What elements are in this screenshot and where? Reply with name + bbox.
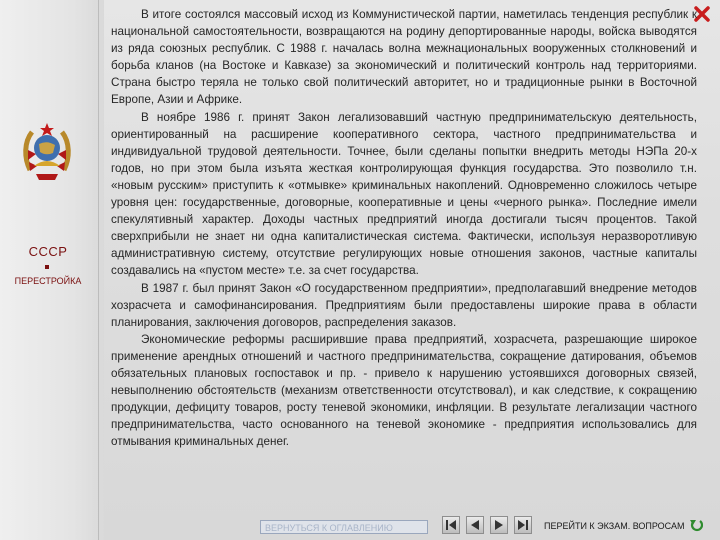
- next-page-button[interactable]: [490, 516, 508, 534]
- goto-exam-questions-link[interactable]: ПЕРЕЙТИ К ЭКЗАМ. ВОПРОСАМ: [544, 521, 685, 531]
- first-page-icon: [443, 517, 459, 533]
- article-text: [111, 6, 697, 450]
- sidebar-title: СССР: [28, 244, 68, 259]
- sidebar-bullet: [45, 265, 49, 269]
- ussr-emblem-icon: [22, 120, 72, 182]
- sidebar-subtitle: ПЕРЕСТРОЙКА: [14, 276, 82, 286]
- sidebar-divider: [98, 0, 99, 540]
- article-paragraph: В 1987 г. был принят Закон «О государственном предприятии», предполагавший внедрение методов хозрасчета и самофинансирования. Предприятиям были предоставлены широкие права в области планирования, заключения договоров, распределения заказов.: [111, 281, 697, 329]
- article-paragraph: В итоге состоялся массовый исход из Коммунистической партии, наметилась тенденция республик к национальной самостоятельности, возвращаются на родину депортированные народы, войска выводятся из ряда союзных республик. С 1988 г. началась волна межнациональных вооруженных столкновений и борьба кланов (на Востоке и Кавказе) за экономический и политический контроль над территориями. Страна быстро теряла не только свой политический авторитет, но и традиционные рынки в Восточной Европе, Азии и Африке.: [111, 8, 697, 107]
- next-page-icon: [491, 517, 507, 533]
- article-paragraph: В ноябре 1986 г. принят Закон легализовавший частную предпринимательскую деятельность, ориентированный на расширение кооперативного сектора, частного предпринимательства и индивидуальной трудовой деятельности. Точнее, были сделаны попытки внедрить методы НЭПа 20-х годов, но при этом была изъята жесткая контролирующая функция государства. Это позволило т.н. «новым русским» приступить к «отмывке» криминальных накоплений. Одновременно сложилось четыре уровня цен: государственные, договорные, кооперативные и цены «черного рынка». Последние имели спекулятивный характер. Доходы частных предприятий иногда достигали тысяч процентов. Такой сверхприбыли не знает ни одна капиталистическая система. Фактически, используя неразворотливую административную систему, отсутствие регулирующих новые отношения законов, частные капиталы создавались на «пустом месте» т.е. за счет государства.: [111, 110, 697, 278]
- last-page-button[interactable]: [514, 516, 532, 534]
- return-arrow-icon[interactable]: [689, 518, 703, 532]
- previous-page-icon: [467, 517, 483, 533]
- previous-page-button[interactable]: [466, 516, 484, 534]
- left-sidebar: [0, 0, 104, 540]
- article-paragraph: Экономические реформы расширившие права предприятий, хозрасчета, разрешающие широкое применение арендных отношений и частного предпринимательства, сокращение датирования, объемов обязательных плановых госпоставок и пр. - привело к нарушению устоявшихся договорных связей, невыполнению обстоятельств (механизм ответственности отсутствовал), и как следствие, к сокращению продукции, дефициту товаров, росту теневой экономики, инфляции. В результате легализации частного предпринимательства, часто основанного на теневой экономике - предприятия использовались для отмывания криминальных денег.: [111, 332, 697, 449]
- return-to-contents-link[interactable]: ВЕРНУТЬСЯ К ОГЛАВЛЕНИЮ: [260, 520, 428, 534]
- first-page-button[interactable]: [442, 516, 460, 534]
- last-page-icon: [515, 517, 531, 533]
